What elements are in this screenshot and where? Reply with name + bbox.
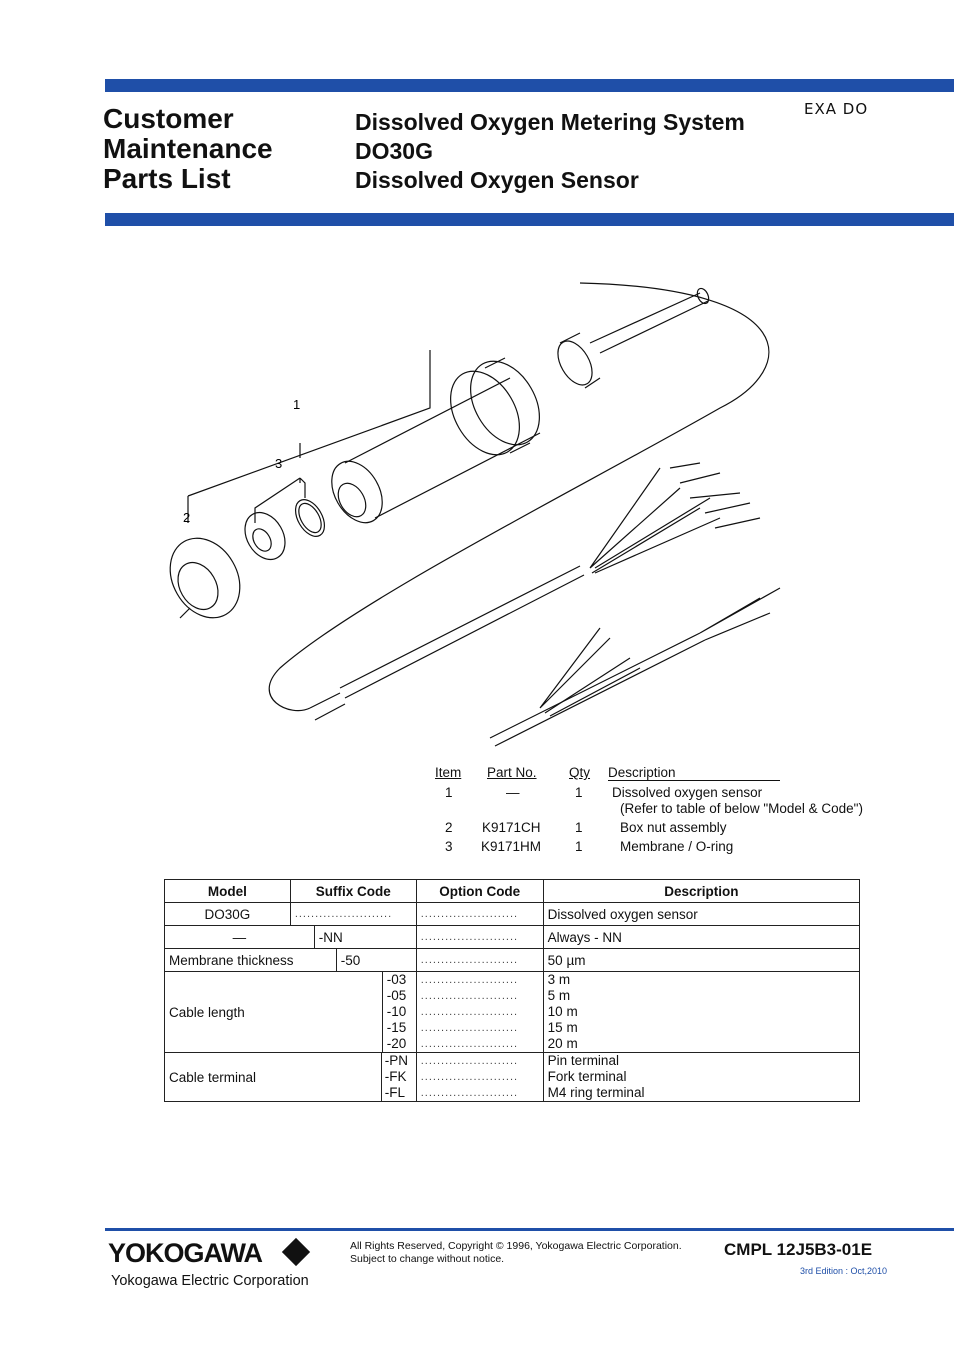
callout-1: 1 (293, 397, 301, 412)
cable-loop (269, 283, 769, 711)
table-row (165, 926, 860, 949)
exa-do-logo: EXA DO (804, 100, 869, 118)
description-cell (543, 1053, 859, 1102)
callout-3: 3 (275, 456, 283, 471)
dotted-leader: ........................ (290, 903, 416, 926)
yokogawa-diamond-icon (282, 1238, 310, 1266)
description-value: 3 m (547, 972, 571, 987)
table-row (165, 972, 860, 1053)
header-suffix-code: Suffix Code (290, 880, 416, 903)
code-cell (382, 972, 416, 1053)
sensor-illustration (160, 268, 880, 758)
parts-header-qty: Qty (569, 765, 591, 780)
code-cell: -50 (336, 949, 416, 972)
parts-row-description: Dissolved oxygen sensor (612, 785, 763, 800)
code-value: -PN (384, 1053, 408, 1068)
header-option-code: Option Code (416, 880, 543, 903)
footer-bar (105, 1228, 954, 1231)
table-header-row (165, 880, 860, 903)
parts-row-qty: 1 (575, 839, 583, 854)
parts-row-note: (Refer to table of below "Model & Code") (620, 801, 863, 816)
code-value: -03 (386, 972, 407, 987)
code-value: -FL (384, 1085, 405, 1100)
model-code-table (164, 879, 860, 1102)
description-value: 10 m (547, 1004, 578, 1019)
parts-row-partno: — (506, 785, 520, 800)
top-blue-bar (105, 79, 954, 92)
description-cell: 50 µm (543, 949, 859, 972)
label-cell: Membrane thickness (165, 949, 337, 972)
parts-row-qty: 1 (575, 785, 583, 800)
label-cell: Cable length (165, 972, 383, 1053)
dotted-leader: ........................ ........................ ........................ (416, 1053, 543, 1102)
description-value: Fork terminal (547, 1069, 627, 1084)
document-number: CMPL 12J5B3-01E (724, 1240, 873, 1259)
code-value: -10 (386, 1004, 407, 1019)
description-cell: Always - NN (543, 926, 859, 949)
company-name: Yokogawa Electric Corporation (111, 1273, 309, 1289)
dotted-leader: ........................ ........................ ........................ ........................ ........................ (416, 972, 543, 1053)
header-model: Model (165, 880, 291, 903)
description-value: 5 m (547, 988, 571, 1003)
subtitle-line: Dissolved Oxygen Metering System (355, 109, 745, 135)
label-cell: — (165, 926, 315, 949)
model-cell: DO30G (165, 903, 291, 926)
table-row (165, 1053, 860, 1102)
header-description: Description (543, 880, 859, 903)
sensor-body (345, 378, 540, 518)
title-line: Maintenance (103, 133, 273, 164)
copyright-line: All Rights Reserved, Copyright © 1996, Yokogawa Electric Corporation. (350, 1240, 682, 1252)
document-subtitle (355, 108, 745, 195)
code-cell (381, 1053, 416, 1101)
description-value: Pin terminal (547, 1053, 619, 1068)
code-value: -15 (386, 1020, 407, 1035)
subtitle-line: Dissolved Oxygen Sensor (355, 167, 639, 193)
table-row (165, 949, 860, 972)
description-value: 20 m (547, 1036, 578, 1051)
parts-row-item: 1 (445, 785, 453, 800)
subtitle-line: DO30G (355, 138, 433, 164)
code-value: -05 (386, 988, 407, 1003)
description-value: 15 m (547, 1020, 578, 1035)
edition-info: 3rd Edition : Oct,2010 (800, 1266, 888, 1276)
code-cell: -NN (314, 926, 416, 949)
label-cell (165, 1053, 417, 1102)
notice-line: Subject to change without notice. (350, 1253, 505, 1265)
cable-top (590, 293, 708, 353)
description-value: M4 ring terminal (547, 1085, 645, 1100)
long-cable (340, 566, 584, 698)
parts-header-partno: Part No. (487, 765, 537, 780)
parts-row-item: 2 (445, 820, 453, 835)
parts-row-partno: K9171CH (482, 820, 541, 835)
parts-header-item: Item (435, 765, 462, 780)
parts-row-description: Membrane / O-ring (620, 839, 734, 854)
copyright-notice (350, 1240, 682, 1266)
document-title (103, 104, 273, 194)
description-cell (543, 972, 859, 1053)
cable-terminal-label: Cable terminal (169, 1069, 257, 1085)
description-cell: Dissolved oxygen sensor (543, 903, 859, 926)
dotted-leader: ........................ (416, 949, 543, 972)
title-line: Parts List (103, 163, 231, 194)
header-bottom-bar (105, 213, 954, 226)
dotted-leader: ........................ (416, 926, 543, 949)
parts-row-item: 3 (445, 839, 453, 854)
parts-header-description: Description (608, 765, 780, 781)
code-value: -FK (384, 1069, 407, 1084)
table-row (165, 903, 860, 926)
code-value: -20 (386, 1036, 407, 1051)
dotted-leader: ........................ (416, 903, 543, 926)
leader-1 (188, 350, 430, 496)
parts-row-partno: K9171HM (481, 839, 542, 854)
parts-row-qty: 1 (575, 820, 583, 835)
title-line: Customer (103, 103, 234, 134)
callout-2: 2 (183, 510, 191, 525)
yokogawa-logo: YOKOGAWA (108, 1238, 263, 1268)
parts-row-description: Box nut assembly (620, 820, 727, 835)
